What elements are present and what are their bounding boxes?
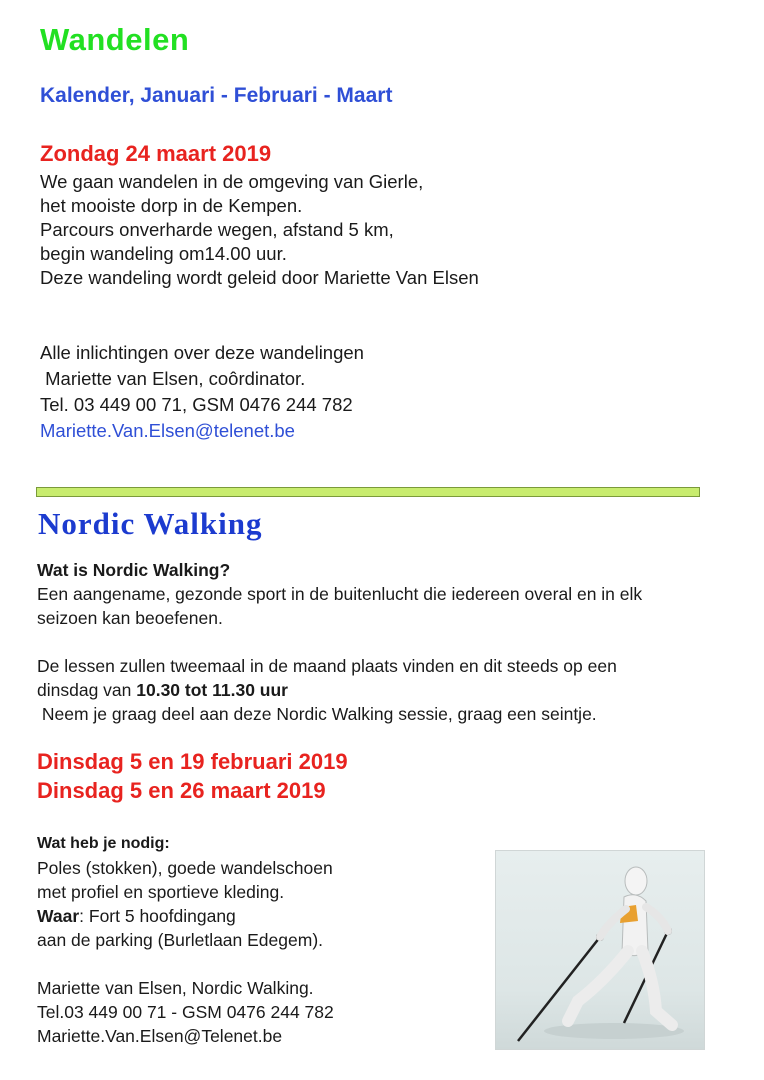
waar-line	[37, 904, 236, 928]
nordic-date: Dinsdag 5 en 19 februari 2019	[37, 749, 348, 774]
event-date: Zondag 24 maart 2019	[40, 141, 272, 166]
parking-line: aan de parking (Burletlaan Edegem).	[37, 930, 324, 950]
info-line: Alle inlichtingen over deze wandelingen	[40, 342, 364, 363]
lessons-line	[37, 678, 288, 702]
contact-name: Mariette van Elsen, Nordic Walking.	[37, 978, 314, 998]
walk-description-line: het mooiste dorp in de Kempen.	[40, 195, 303, 216]
need-line: Poles (stokken), goede wandelschoen	[37, 858, 333, 878]
wandelen-title: Wandelen	[40, 22, 190, 57]
kalender-heading: Kalender, Januari - Februari - Maart	[40, 84, 393, 107]
nordic-title: Nordic Walking	[38, 506, 263, 541]
nordic-email-link[interactable]: Mariette.Van.Elsen@Telenet.be	[37, 1026, 283, 1046]
walk-description-line: We gaan wandelen in de omgeving van Gierle,	[40, 171, 424, 192]
info-line: Tel. 03 449 00 71, GSM 0476 244 782	[40, 394, 353, 415]
waar-value: : Fort 5 hoofdingang	[79, 906, 236, 926]
lessons-line: Neem je graag deel aan deze Nordic Walking sessie, graag een seintje.	[37, 704, 597, 724]
nordic-intro-line: Een aangename, gezonde sport in de buitenlucht die iedereen overal en in elk	[37, 584, 643, 604]
walker-figure-icon	[496, 851, 704, 1049]
lessons-prefix: dinsdag van	[37, 680, 137, 700]
section-divider	[36, 487, 700, 497]
nordic-question: Wat is Nordic Walking?	[37, 560, 231, 580]
nordic-walker-illustration	[495, 850, 705, 1050]
wandelen-email-link[interactable]: Mariette.Van.Elsen@telenet.be	[40, 420, 295, 441]
contact-tel: Tel.03 449 00 71 - GSM 0476 244 782	[37, 1002, 334, 1022]
nordic-intro-line: seizoen kan beoefenen.	[37, 608, 223, 628]
lessons-line: De lessen zullen tweemaal in de maand plaats vinden en dit steeds op een	[37, 656, 617, 676]
walk-description-line: Deze wandeling wordt geleid door Mariette Van Elsen	[40, 267, 479, 288]
walk-description-line: Parcours onverharde wegen, afstand 5 km,	[40, 219, 394, 240]
walk-description-line: begin wandeling om14.00 uur.	[40, 243, 287, 264]
need-title: Wat heb je nodig:	[37, 835, 170, 852]
need-line: met profiel en sportieve kleding.	[37, 882, 285, 902]
nordic-date: Dinsdag 5 en 26 maart 2019	[37, 778, 326, 803]
waar-label: Waar	[37, 906, 80, 926]
lessons-time: 10.30 tot 11.30 uur	[136, 680, 288, 700]
info-line: Mariette van Elsen, coôrdinator.	[40, 368, 306, 389]
